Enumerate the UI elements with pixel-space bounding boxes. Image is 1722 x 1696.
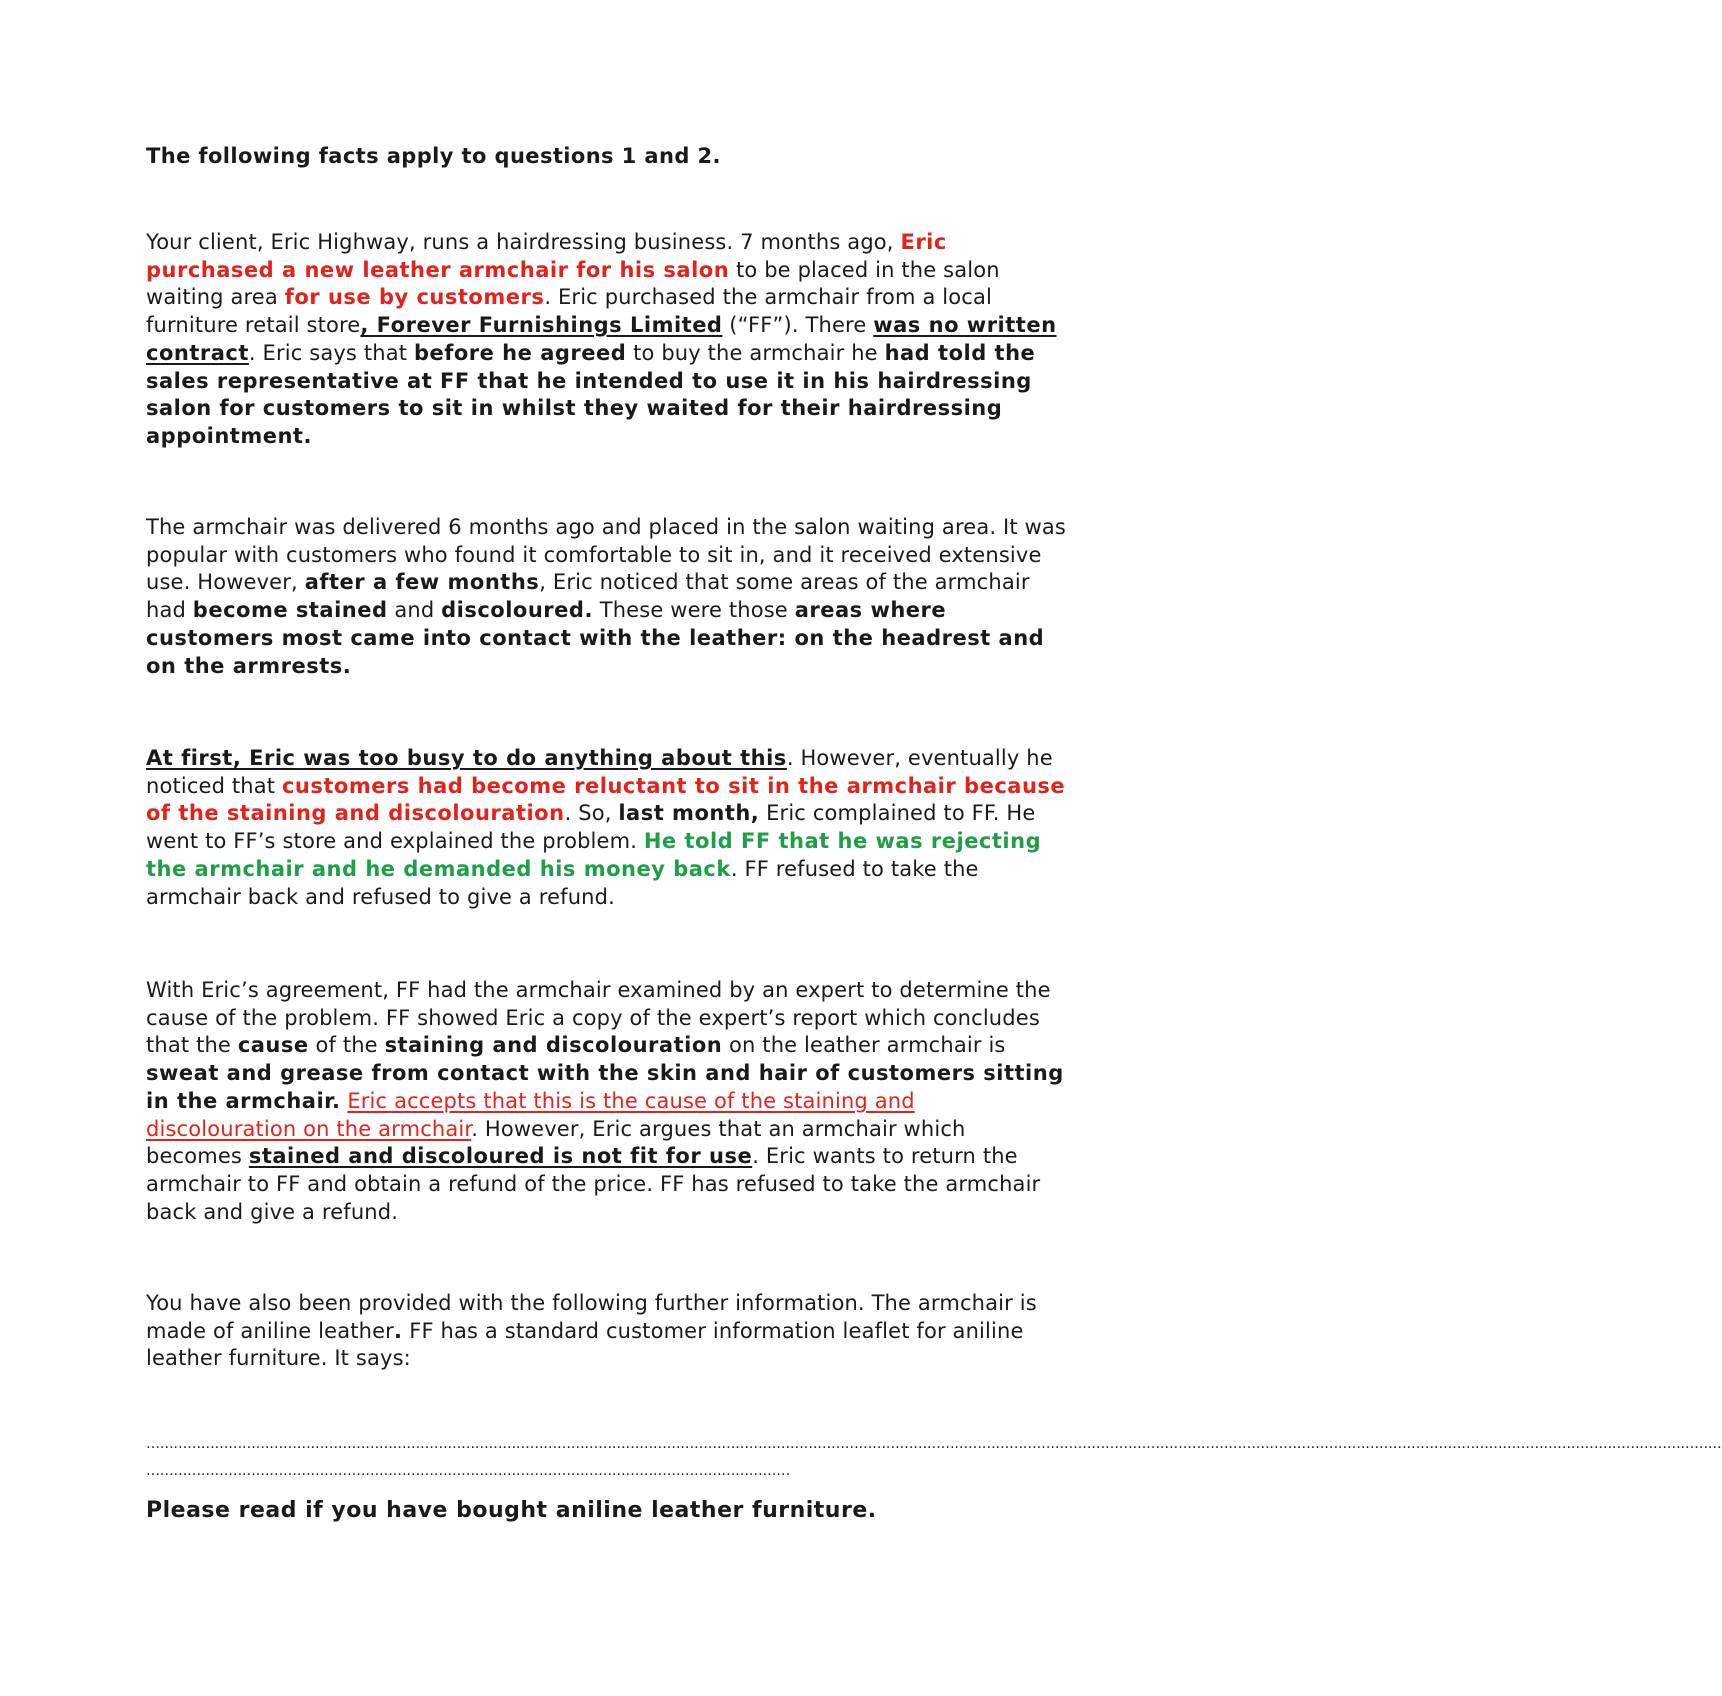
p3-last-month: last month, xyxy=(618,801,760,826)
p3-text: . So, xyxy=(564,801,619,826)
p5-text: FF has a standard customer information leaflet for aniline leather furniture. It says: xyxy=(146,1318,1024,1371)
p4-text: on the leather armchair is xyxy=(722,1033,1006,1058)
p4-text: of the xyxy=(308,1033,385,1058)
p1-text: to buy the armchair he xyxy=(626,340,885,365)
p1-highlight-use: for use by customers xyxy=(284,285,545,310)
heading: The following facts apply to questions 1 and 2. xyxy=(146,144,721,168)
p3-too-busy: At first, Eric was too busy to do anything about this xyxy=(146,746,787,770)
p2-discoloured: discoloured. xyxy=(441,598,593,623)
p4-text: . However, Eric argues that an armchair which becomes xyxy=(146,1116,966,1169)
p1-text: . Eric says that xyxy=(248,340,414,365)
p1-told-sales-rep: had told the sales representative at FF that he intended to use it in his hairdressing salon for customers to sit in whilst they waited for their hairdressing appointment. xyxy=(146,340,1036,448)
p3-text: . However, eventually he noticed that xyxy=(146,746,1053,798)
dotted-line-2: …………………………………………………………………………………………………………………………… xyxy=(146,1463,790,1479)
p2-stained: become stained xyxy=(192,598,388,623)
p2-after-months: after a few months xyxy=(304,570,540,595)
p4-eric-accepts: Eric accepts that this is the cause of the staining and discolouration on the armchair xyxy=(146,1088,915,1141)
p1-no-contract: was no written contract xyxy=(146,313,1057,365)
p3-customers-reluctant: customers had become reluctant to sit in the armchair because of the staining and discolouration xyxy=(146,773,1066,826)
p3-rejection: He told FF that he was rejecting the armchair and he demanded his money back xyxy=(146,829,1042,881)
p3-text: . FF refused to take the armchair back and refused to give a refund. xyxy=(146,856,979,909)
p4-cause: cause xyxy=(237,1033,309,1058)
p1-before-agreed: before he agreed xyxy=(413,340,627,365)
p4-text: With Eric’s agreement, FF had the armchair examined by an expert to determine the cause of the problem. FF showed Eric a copy of the expert’s report which concludes that the xyxy=(146,978,1051,1058)
paragraph-1 xyxy=(146,229,1066,451)
paragraph-5 xyxy=(146,1290,1066,1373)
p5-text: You have also been provided with the following further information. The armchair is made of aniline leather xyxy=(146,1291,1037,1343)
p1-text: . Eric purchased the armchair from a local furniture retail store xyxy=(146,285,992,338)
p2-contact-areas: areas where customers most came into contact with the leather: on the headrest and on the armrests. xyxy=(146,598,1045,678)
p4-text: . Eric wants to return the armchair to FF and obtain a refund of the price. FF has refused to take the armchair back and give a refund. xyxy=(146,1144,1041,1224)
p2-text: and xyxy=(387,598,442,623)
p3-text: Eric complained to FF. He went to FF’s store and explained the problem. xyxy=(146,801,1036,854)
p2-text: , Eric noticed that some areas of the armchair had xyxy=(146,570,1030,623)
paragraph-2 xyxy=(146,514,1066,680)
p1-text: Your client, Eric Highway, runs a hairdressing business. 7 months ago, xyxy=(146,230,901,254)
p2-text: These were those xyxy=(592,598,795,623)
leaflet-heading: Please read if you have bought aniline leather furniture. xyxy=(146,1498,877,1523)
p4-sweat-grease: sweat and grease from contact with the skin and hair of customers sitting in the armchair. xyxy=(146,1061,1064,1113)
p5-period: . xyxy=(393,1318,403,1343)
p1-highlight-purchase: Eric purchased a new leather armchair for his salon xyxy=(146,230,947,282)
p1-company-name: , Forever Furnishings Limited xyxy=(360,313,723,338)
p2-text: The armchair was delivered 6 months ago and placed in the salon waiting area. It was popular with customers who found it comfortable to sit in, and it received extensive use. However, xyxy=(146,515,1066,595)
dotted-line-1: ………………………………………………………………………………………………………………………………………………………………………………………………………………………………………………………………………………………………………………… xyxy=(146,1436,1722,1452)
p1-text: to be placed in the salon waiting area xyxy=(146,257,1000,310)
p1-text: (“FF”). There xyxy=(722,313,874,338)
paragraph-3 xyxy=(146,745,1066,911)
paragraph-4 xyxy=(146,977,1066,1226)
p4-staining: staining and discolouration xyxy=(384,1033,723,1058)
p4-not-fit: stained and discoloured is not fit for use xyxy=(248,1144,753,1169)
